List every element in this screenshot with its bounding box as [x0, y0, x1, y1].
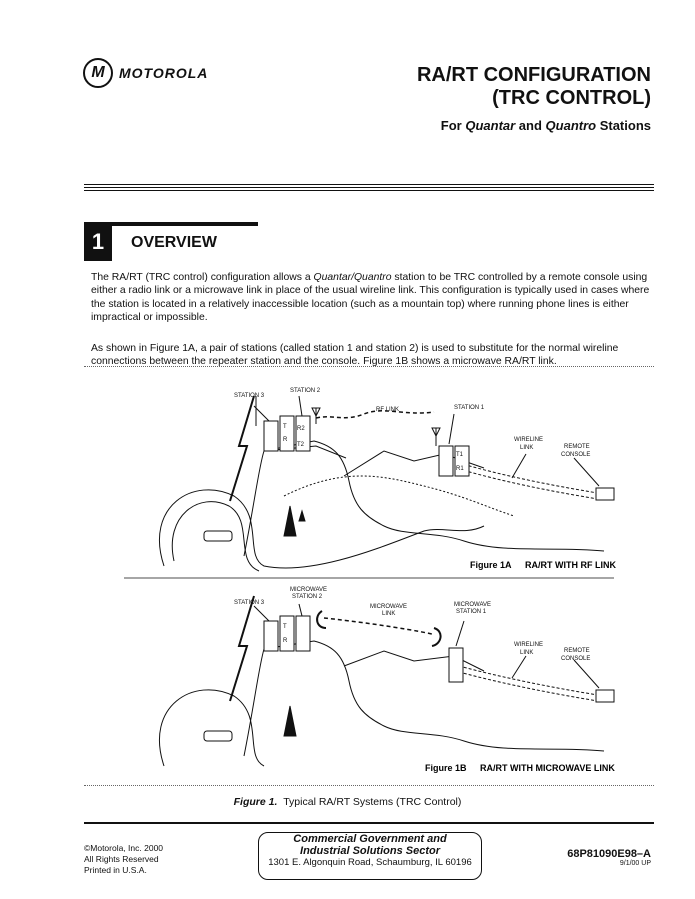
figure-1b	[159, 596, 614, 766]
label-mw-link-2: LINK	[382, 611, 396, 617]
ptr-wireline	[512, 454, 526, 478]
motorola-batwing-icon: M	[83, 58, 113, 88]
figure-1b-title: RA/RT WITH MICROWAVE LINK	[480, 763, 615, 773]
caption-text: Typical RA/RT Systems (TRC Control)	[283, 796, 462, 808]
car-1b	[204, 731, 232, 741]
motorola-logo	[83, 58, 208, 88]
label-wireline-1b: WIRELINE	[514, 642, 544, 648]
rf-link-path	[316, 411, 434, 418]
ptr-wireline-1b	[512, 656, 526, 678]
ptr-station3-1b	[254, 606, 269, 621]
label-t1: T1	[456, 452, 464, 458]
ptr-station1	[449, 414, 454, 444]
mw-station2-cabinet	[296, 616, 310, 651]
car-1a	[204, 531, 232, 541]
p1-text-b: station to be TRC controlled by a remote console using either a radio link or a microwave link in place of the usual wireline link. This configuration is typically used in cases where the station is located in a relatively inaccessible location (such as a mountain top) where running phone lines is either impractical or impossible.	[91, 272, 650, 324]
tree-1b	[284, 706, 296, 736]
station3-cabinet	[264, 421, 278, 451]
remote-console-1b	[596, 690, 614, 702]
ptr-mw-station1	[456, 621, 464, 646]
overview-paragraph-1	[91, 271, 651, 325]
ptr-mw-station2	[299, 604, 302, 616]
label-r-1a: R	[283, 437, 288, 443]
subtitle-prefix: For	[440, 118, 466, 133]
lightning-left-1a	[230, 396, 254, 501]
section-number: 1	[84, 223, 112, 261]
figure-1a-number: Figure 1A	[470, 560, 512, 570]
wireline-1a-b	[459, 469, 604, 500]
p1-emphasis: Quantar/Quantro	[313, 272, 392, 283]
header-rule-1	[84, 184, 654, 185]
document-date: 9/1/00 UP	[619, 860, 651, 867]
wireline-1b-b	[459, 672, 604, 702]
label-r2: R2	[297, 426, 305, 432]
wireline-1b	[459, 666, 604, 696]
copyright-line: ©Motorola, Inc. 2000	[84, 843, 164, 853]
figure-1b-number: Figure 1B	[425, 763, 467, 773]
figure-illustration	[84, 366, 654, 784]
figure-1a-title: RA/RT WITH RF LINK	[525, 560, 616, 570]
document-title	[417, 64, 651, 110]
label-r1: R1	[456, 466, 464, 472]
label-mw-station1-2: STATION 1	[456, 609, 487, 615]
figure-1a	[159, 396, 614, 571]
subtitle-and: and	[515, 118, 546, 133]
microwave-link-path	[324, 618, 432, 634]
label-remote-1b: REMOTE	[564, 648, 590, 654]
figure-caption	[0, 796, 695, 808]
station3-cabinet-1b	[264, 621, 278, 651]
header-rule-2	[84, 187, 654, 188]
tree-1a-2	[299, 511, 305, 521]
remote-console-1a	[596, 488, 614, 500]
label-station3-1b: STATION 3	[234, 600, 265, 606]
footer-rule	[84, 822, 654, 824]
ptr-remote	[574, 458, 599, 486]
station3-cabinet-1b-2	[280, 616, 294, 651]
label-station2-1a: STATION 2	[290, 388, 321, 394]
sector-block	[258, 832, 482, 880]
document-number: 68P81090E98–A	[567, 848, 651, 860]
sector-address: 1301 E. Algonquin Road, Schaumburg, IL 60196	[268, 857, 472, 868]
label-wireline-link-1b: LINK	[520, 650, 534, 656]
section-title: OVERVIEW	[131, 234, 217, 251]
microwave-dish-1	[432, 628, 441, 646]
label-mw-link-1: MICROWAVE	[370, 604, 407, 610]
document-subtitle	[441, 118, 651, 133]
background-hills	[284, 476, 514, 516]
ptr-remote-1b	[574, 660, 599, 688]
title-line-1: RA/RT CONFIGURATION	[416, 64, 651, 86]
copyright-block	[84, 843, 163, 876]
caption-number: Figure 1.	[233, 796, 278, 808]
label-t-1b: T	[283, 624, 287, 630]
lightning-left-1b	[230, 596, 254, 701]
label-r-1b: R	[283, 638, 288, 644]
header-rule-3	[84, 190, 654, 191]
sector-line-1: Commercial Government and	[293, 833, 447, 845]
label-wireline-1a: WIRELINE	[514, 437, 544, 443]
label-mw-station1-1: MICROWAVE	[454, 602, 491, 608]
label-rf-link: RF LINK	[376, 407, 400, 413]
label-t2: T2	[297, 442, 305, 448]
printed-line: Printed in U.S.A.	[84, 865, 147, 875]
label-console-1b: CONSOLE	[561, 656, 591, 662]
main-hill-1b	[244, 641, 604, 756]
sector-line-2: Industrial Solutions Sector	[300, 845, 440, 857]
label-station3-1a: STATION 3	[234, 393, 265, 399]
brand-name: MOTOROLA	[119, 65, 209, 81]
station1-cabinet	[439, 446, 453, 476]
rights-line: All Rights Reserved	[84, 854, 159, 864]
label-wireline-link-1a: LINK	[520, 445, 534, 451]
document-number-block	[567, 848, 651, 867]
label-mw-station2-1: MICROWAVE	[290, 587, 327, 593]
subtitle-quantro: Quantro	[545, 118, 597, 133]
title-line-2: (TRC CONTROL)	[492, 87, 651, 109]
label-mw-station2-2: STATION 2	[292, 594, 323, 600]
overview-paragraph-2: As shown in Figure 1A, a pair of stations (called station 1 and station 2) is used to substitute for the normal wireline connections between the repeater station and the console. Figure 1B shows a microwave RA/RT link.	[91, 343, 619, 368]
station3-cabinet-2	[280, 416, 294, 451]
ptr-station2	[299, 396, 302, 416]
subtitle-suffix: Stations	[596, 118, 651, 133]
label-remote-1a: REMOTE	[564, 444, 590, 450]
label-t-1a: T	[283, 424, 287, 430]
subtitle-quantar: Quantar	[465, 118, 516, 133]
microwave-dish-2	[317, 611, 326, 628]
road-curve-1b	[159, 690, 264, 766]
label-console-1a: CONSOLE	[561, 452, 591, 458]
tree-1a	[284, 506, 296, 536]
mw-station1-cabinet	[449, 648, 463, 682]
p1-text-a: The RA/RT (TRC control) configuration allows a	[91, 272, 314, 283]
label-station1-1a: STATION 1	[454, 405, 485, 411]
